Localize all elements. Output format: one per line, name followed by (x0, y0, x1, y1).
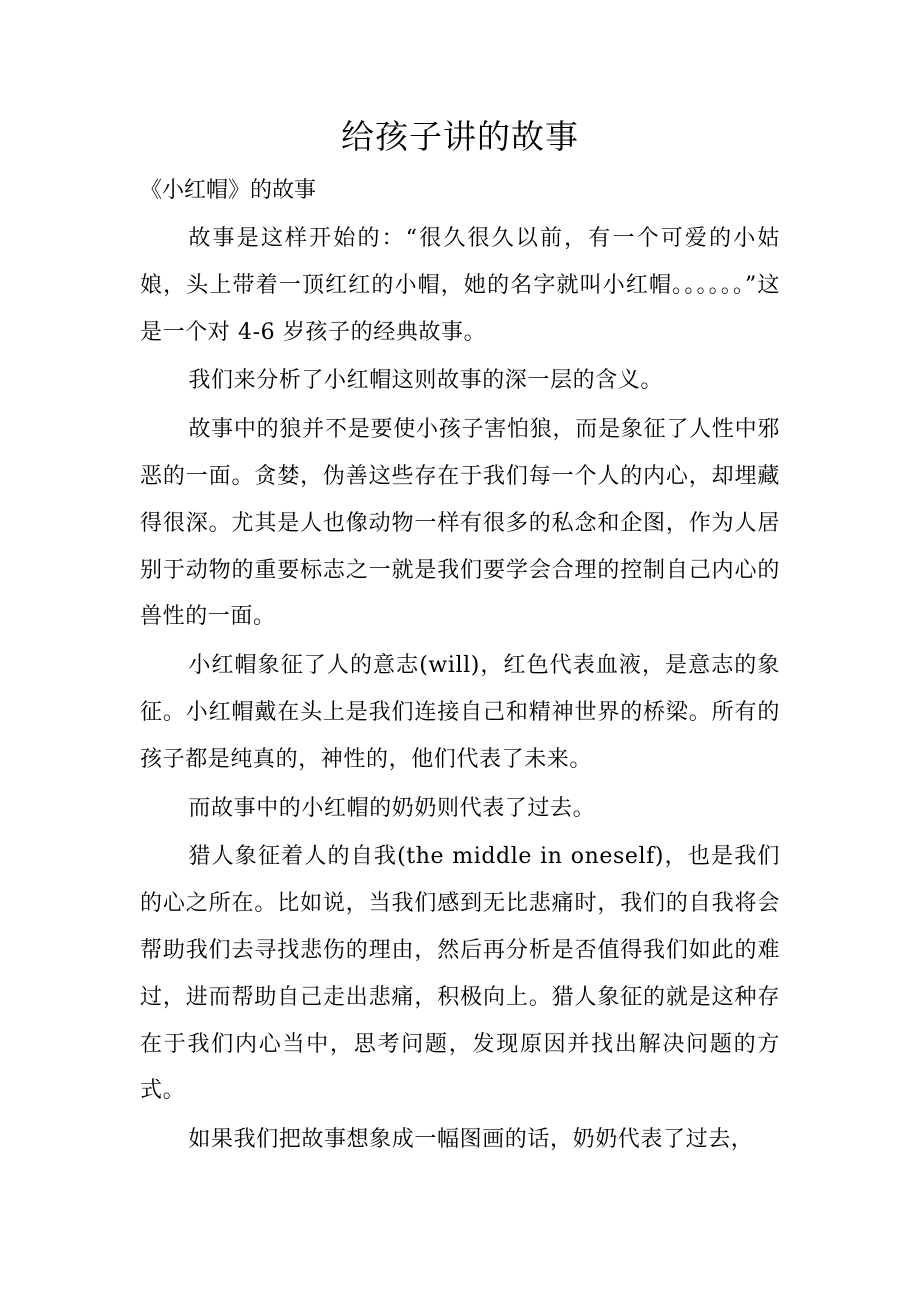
paragraph-opening: 故事是这样开始的：“很久很久以前，有一个可爱的小姑娘，头上带着一顶红红的小帽，她的名字就叫小红帽。。。。。。”这是一个对 4-6 岁孩子的经典故事。 (140, 226, 780, 345)
paragraph-red-hat: 小红帽象征了人的意志(will)，红色代表血液，是意志的象征。小红帽戴在头上是我们连接自己和精神世界的桥梁。所有的孩子都是纯真的，神性的，他们代表了未来。 (140, 653, 780, 772)
paragraph-hunter: 猎人象征着人的自我(the middle in oneself)，也是我们的心之所在。比如说，当我们感到无比悲痛时，我们的自我将会帮助我们去寻找悲伤的理由，然后再分析是否值得我们如此的难过，进而帮助自己走出悲痛，积极向上。猎人象征的就是这种存在于我们内心当中，思考问题，发现原因并找出解决问题的方式。 (140, 844, 780, 1104)
story-subtitle: 《小红帽》的故事 (140, 178, 317, 203)
paragraph-grandma: 而故事中的小红帽的奶奶则代表了过去。 (188, 795, 596, 821)
document-title: 给孩子讲的故事 (341, 117, 579, 156)
paragraph-analysis-intro: 我们来分析了小红帽这则故事的深一层的含义。 (188, 368, 663, 394)
paragraph-picture: 如果我们把故事想象成一幅图画的话，奶奶代表了过去， (188, 1127, 754, 1153)
paragraph-wolf: 故事中的狼并不是要使小孩子害怕狼，而是象征了人性中邪恶的一面。贪婪，伪善这些存在于我们每一个人的内心，却埋藏得很深。尤其是人也像动物一样有很多的私念和企图，作为人居别于动物的重要标志之一就是我们要学会合理的控制自己内心的兽性的一面。 (140, 417, 780, 630)
